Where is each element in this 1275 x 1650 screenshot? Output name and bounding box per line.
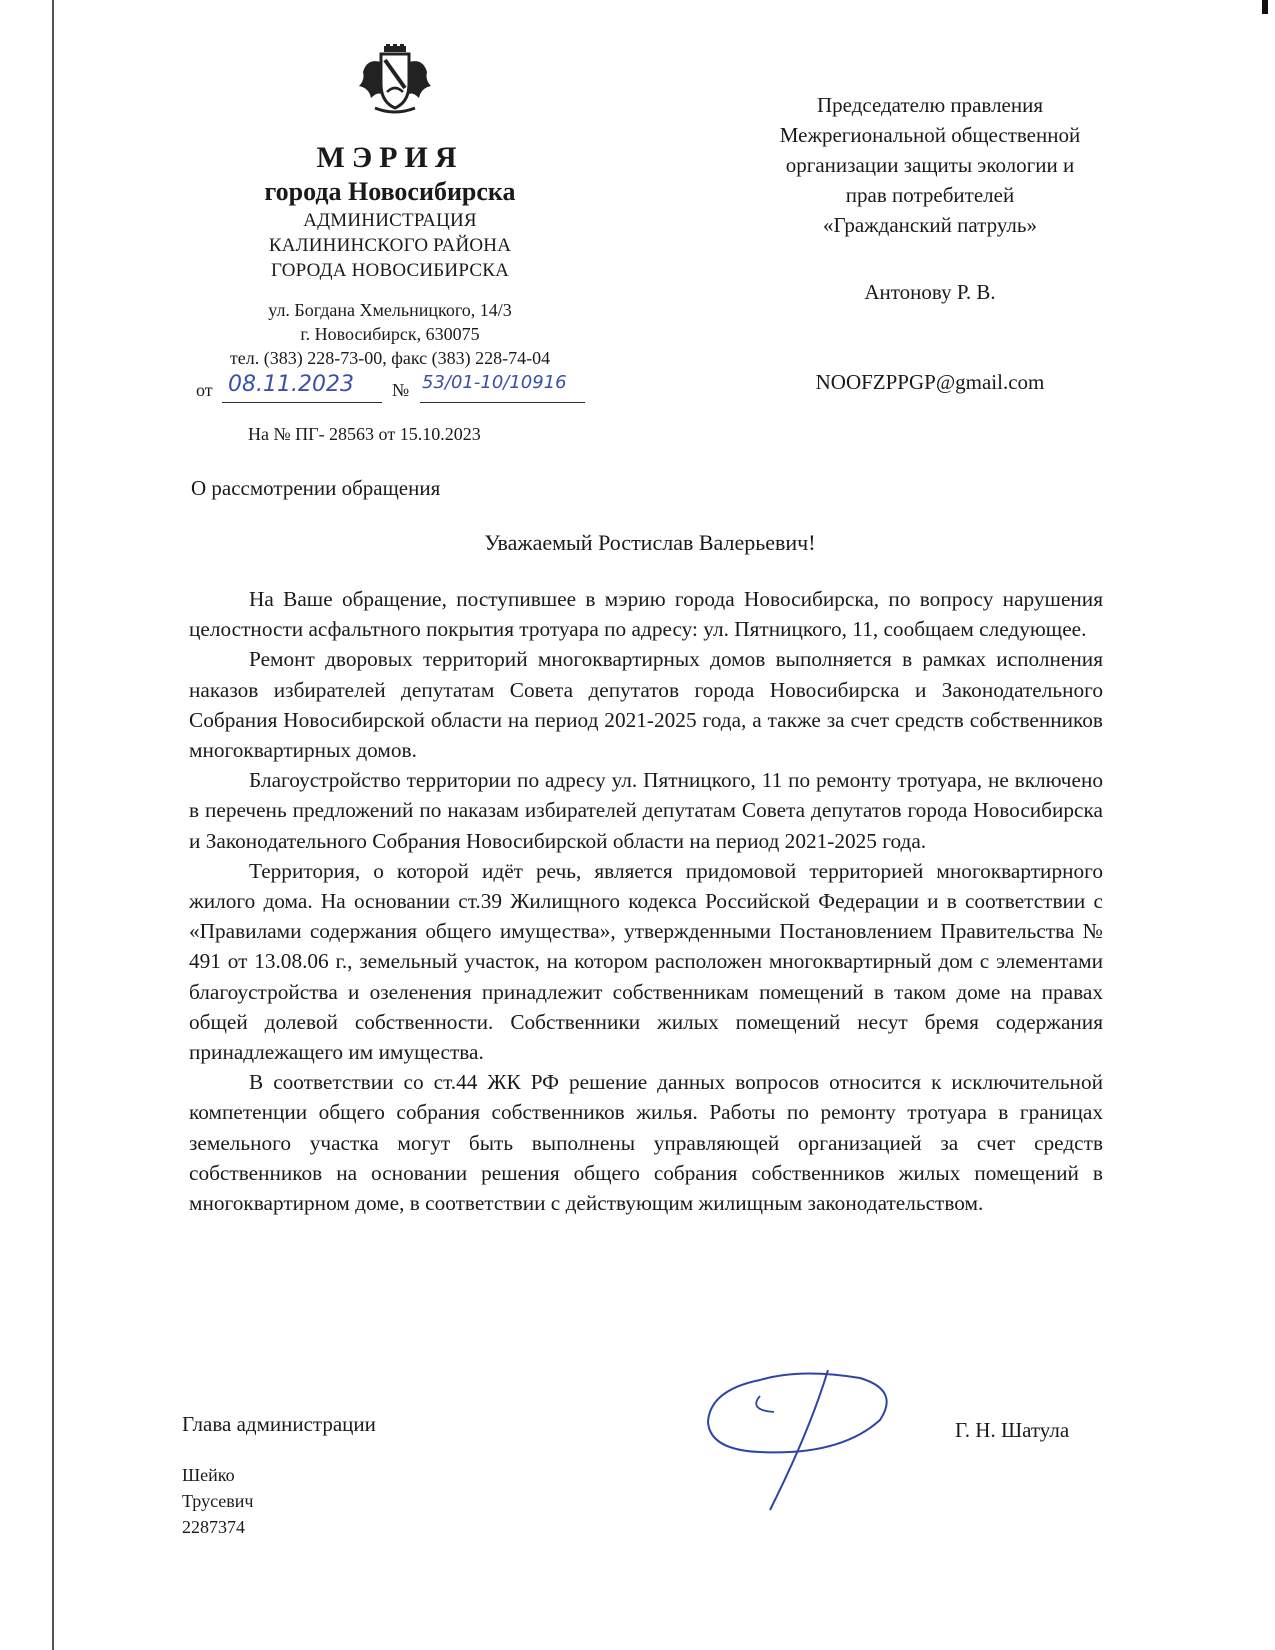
- signatory-title: Глава администрации: [182, 1412, 376, 1436]
- address-line: г. Новосибирск, 630075: [300, 324, 480, 344]
- admin-line: ГОРОДА НОВОСИБИРСКА: [271, 260, 509, 281]
- letter-subject: О рассмотрении обращения: [191, 476, 441, 500]
- number-prefix: №: [392, 380, 410, 400]
- reply-reference: На № ПГ- 28563 от 15.10.2023: [248, 424, 481, 444]
- sender-organization: [180, 140, 600, 283]
- body-paragraph: В соответствии со ст.44 ЖК РФ решение данных вопросов относится к исключительной компетенции общего собрания собственников жилья. Работы по ремонту тротуара в границах земельного участка могут быть выполнены управляющей организацией за счет средств собственников на основании решения общего собрания собственников жилых помещений в многоквартирном доме, в соответствии с действующим жилищным законодательством.: [189, 1070, 1103, 1216]
- addressee-line: организации защиты экологии и: [785, 153, 1075, 177]
- body-paragraph: Территория, о которой идёт речь, является придомовой территорией многоквартирного жилого дома. На основании ст.39 Жилищного кодекса Российской Федерации и в соответствии с «Правилами содержания общего имущества», утвержденными Постановлением Правительства № 491 от 13.08.06 г., земельный участок, на котором расположен многоквартирный дом с элементами благоустройства и озеленения принадлежит собственникам помещений в таком доме на правах общей долевой собственности. Собственники жилых помещений несут бремя содержания принадлежащего им имущества.: [189, 858, 1103, 1065]
- number-value: 53/01-10/10916: [422, 372, 567, 393]
- admin-line: АДМИНИСТРАЦИЯ: [303, 210, 477, 231]
- org-title: МЭРИЯ: [316, 141, 464, 174]
- addressee-email: NOOFZPPGP@gmail.com: [815, 370, 1045, 394]
- address-line: тел. (383) 228-73-00, факс (383) 228-74-04: [229, 348, 551, 368]
- letter-body: [189, 584, 1103, 1218]
- scan-edge: [52, 0, 54, 1650]
- admin-line: КАЛИНИНСКОГО РАЙОНА: [268, 235, 512, 256]
- addressee-name: Антонову Р. В.: [864, 280, 996, 304]
- addressee-block: [700, 90, 1160, 240]
- executor-line: 2287374: [182, 1517, 245, 1537]
- body-paragraph: Благоустройство территории по адресу ул. Пятницкого, 11 по ремонту тротуара, не включено в перечень предложений по наказам избирателей депутатам Совета депутатов города Новосибирска и Законодательного Собрания Новосибирской области на период 2021-2025 года.: [189, 768, 1103, 853]
- body-paragraph: На Ваше обращение, поступившее в мэрию города Новосибирска, по вопросу нарушения целостности асфальтного покрытия тротуара по адресу: ул. Пятницкого, 11, сообщаем следующее.: [189, 587, 1103, 642]
- salutation: Уважаемый Ростислав Валерьевич!: [484, 530, 816, 555]
- body-paragraph: Ремонт дворовых территорий многоквартирных домов выполняется в рамках исполнения наказов избирателей депутатам Совета депутатов города Новосибирска и Законодательного Собрания Новосибирской области на период 2021-2025 года, а также за счет средств собственников многоквартирных домов.: [189, 647, 1103, 763]
- address-line: ул. Богдана Хмельницкого, 14/3: [268, 300, 512, 320]
- executor-line: Трусевич: [182, 1491, 254, 1511]
- signatory-name: Г. Н. Шатула: [955, 1418, 1070, 1442]
- executor-block: [182, 1462, 253, 1540]
- executor-line: Шейко: [182, 1465, 235, 1485]
- addressee-line: Межрегиональной общественной: [779, 123, 1081, 147]
- org-city: города Новосибирска: [264, 177, 516, 206]
- scan-mark: [1262, 0, 1268, 14]
- addressee-line: «Гражданский патруль»: [823, 213, 1037, 237]
- city-emblem-icon: [355, 44, 435, 116]
- date-field: [222, 372, 382, 403]
- addressee-line: прав потребителей: [845, 183, 1015, 207]
- handwritten-signature: [700, 1360, 920, 1530]
- number-field: [420, 372, 585, 403]
- date-value: 08.11.2023: [228, 372, 354, 397]
- addressee-line: Председателю правления: [816, 93, 1044, 117]
- sender-address: [180, 298, 600, 370]
- date-prefix: от: [196, 380, 213, 400]
